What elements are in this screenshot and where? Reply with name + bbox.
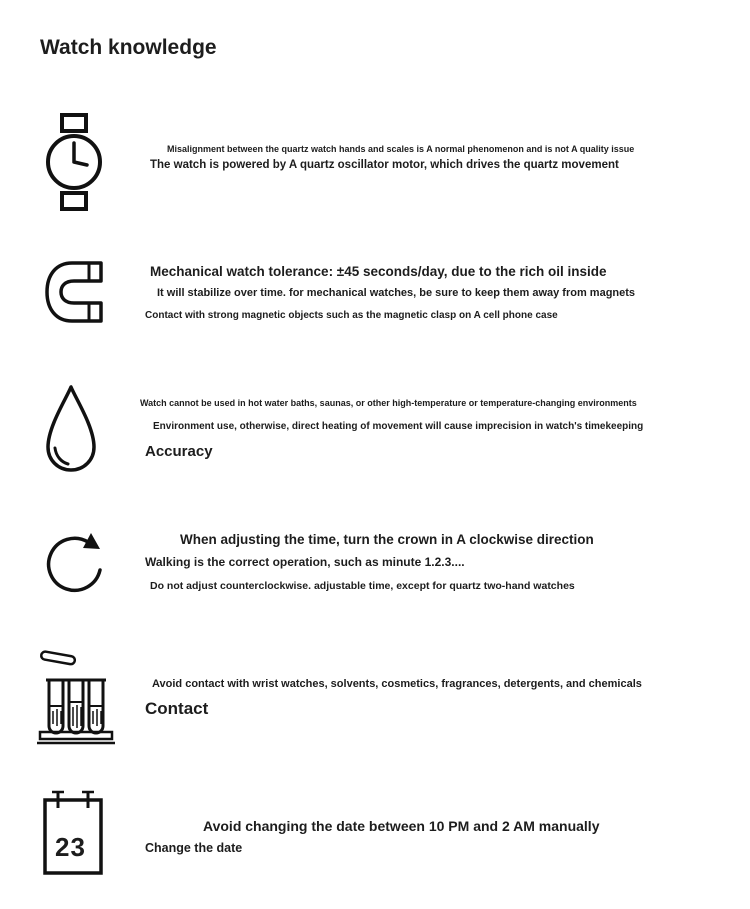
watch-icon: [42, 112, 106, 212]
section-heading: Accuracy: [145, 443, 213, 460]
text-line: The watch is powered by A quartz oscillator motor, which drives the quartz movement: [150, 159, 619, 171]
text-line: Do not adjust counterclockwise. adjustable time, except for quartz two-hand watches: [150, 580, 575, 592]
section-heading: Contact: [145, 699, 209, 718]
text-line: Change the date: [145, 841, 243, 855]
magnet-icon: [42, 258, 106, 326]
text-line: Avoid contact with wrist watches, solvents, cosmetics, fragrances, detergents, and chemicals: [152, 678, 642, 690]
text-line: Avoid changing the date between 10 PM and 2 AM manually: [203, 818, 600, 834]
text-line: Watch cannot be used in hot water baths, saunas, or other high-temperature or temperature-changing environments: [140, 398, 637, 408]
calendar-date-label: 23: [55, 832, 86, 862]
water-drop-icon: [40, 384, 102, 478]
text-line: Misalignment between the quartz watch hands and scales is A normal phenomenon and is not A quality issue: [167, 144, 635, 154]
text-line: Walking is the correct operation, such as minute 1.2.3....: [145, 555, 465, 569]
text-line: Contact with strong magnetic objects such as the magnetic clasp on A cell phone case: [145, 310, 558, 321]
text-line: It will stabilize over time. for mechanical watches, be sure to keep them away from magnets: [157, 287, 636, 299]
text-line: Mechanical watch tolerance: ±45 seconds/day, due to the rich oil inside: [150, 264, 607, 279]
text-line: When adjusting the time, turn the crown in A clockwise direction: [180, 532, 594, 547]
clockwise-arrow-icon: [42, 522, 106, 606]
text-line: Environment use, otherwise, direct heating of movement will cause imprecision in watch's timekeeping: [153, 421, 644, 432]
chemicals-icon: [36, 646, 116, 746]
page-title: Watch knowledge: [40, 36, 217, 59]
